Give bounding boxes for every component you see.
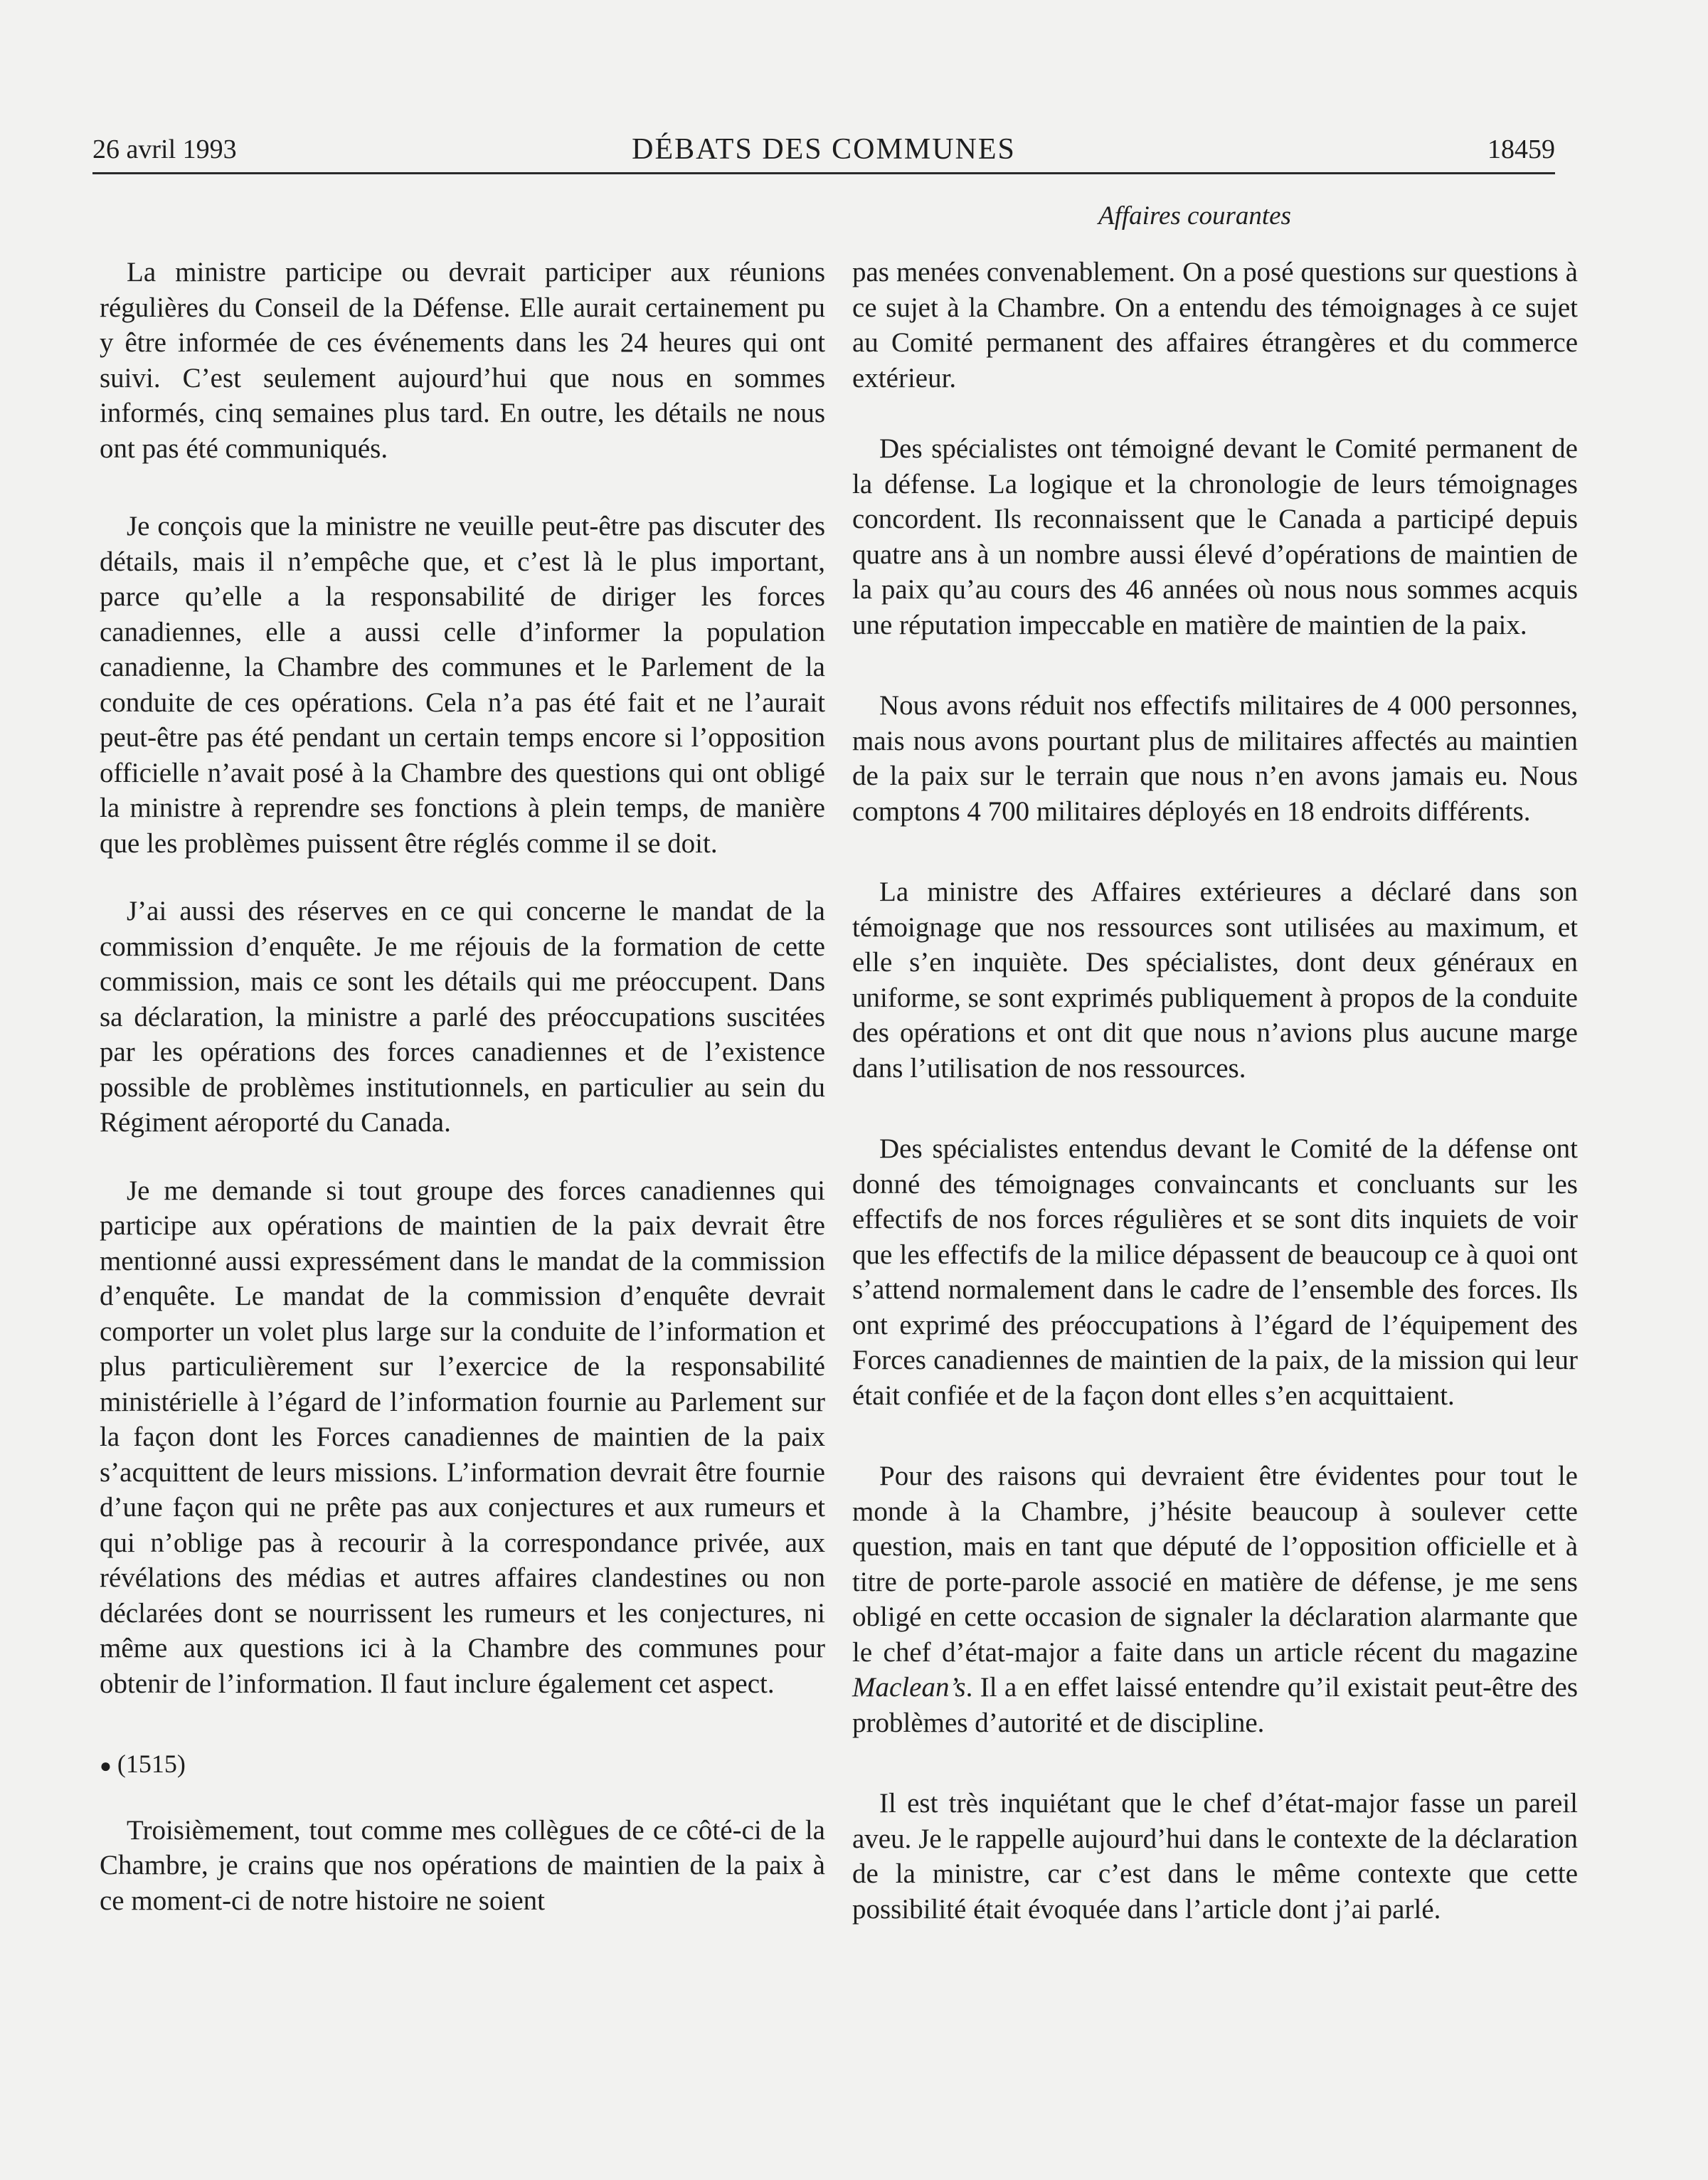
paragraph: Troisièmement, tout comme mes collègues de ce côté-ci de la Chambre, je crains que nos opérations de maintien de la paix à ce moment-ci de notre histoire ne soient (100, 1814, 825, 1916)
left-column (100, 255, 825, 1951)
paragraph: Nous avons réduit nos effectifs militaires de 4 000 personnes, mais nous avons pourtant plus de militaires affectés au maintien de la paix sur le terrain que nous n’en avons jamais eu. Nous comptons 4 700 militaires déployés en 18 endroits différents. (852, 690, 1578, 827)
paragraph: Des spécialistes ont témoigné devant le Comité permanent de la défense. La logique et la chronologie de leurs témoignages concordent. Ils reconnaissent que le Canada a participé depuis quatre ans à un nombre aussi élevé d’opérations de maintien de la paix qu’au cours des 46 années où nous nous sommes acquis une réputation impeccable en matière de maintien de la paix. (852, 433, 1578, 640)
paragraph: Des spécialistes entendus devant le Comité de la défense ont donné des témoignages convaincants et concluants sur les effectifs de nos forces régulières et se sont dits inquiets de voir que les effectifs de la milice dépassent de beaucoup ce à quoi ont s’attend normalement dans le cadre de l’ensemble des forces. Ils ont exprimé des préoccupations à l’égard de l’équipement des Forces canadiennes de maintien de la paix, de la mission qui leur était confiée et de la façon dont elles s’en acquittaient. (852, 1133, 1578, 1411)
paragraph: pas menées convenablement. On a posé questions sur questions à ce sujet à la Chambre. On a entendu des témoignages à ce sujet au Comité permanent des affaires étrangères et du commerce extérieur. (852, 257, 1578, 393)
header-publication-title: DÉBATS DES COMMUNES (632, 133, 1016, 166)
paragraph: La ministre participe ou devrait participer aux réunions régulières du Conseil de la Défense. Elle aurait certainement pu y être informée de ces événements dans les 24 heures qui ont suivi. C’est seulement aujourd’hui que nous en sommes informés, cinq semaines plus tard. En outre, les détails ne nous ont pas été communiqués. (100, 257, 825, 464)
paragraph: J’ai aussi des réserves en ce qui concerne le mandat de la commission d’enquête. Je me réjouis de la formation de cette commission, mais ce sont les détails qui me préoccupent. Dans sa déclaration, la ministre a parlé des préoccupations suscitées par les opérations des forces canadiennes et de l’existence possible de problèmes institutionnels, en particulier au sein du Régiment aéroporté du Canada. (100, 896, 825, 1138)
paragraph: Je conçois que la ministre ne veuille peut-être pas discuter des détails, mais il n’empêche que, et c’est là le plus important, parce qu’elle a la responsabilité de diriger les forces canadiennes, elle a aussi celle d’informer la population canadienne, la Chambre des communes et le Parlement de la conduite de ces opérations. Cela n’a pas été fait et ne l’aurait peut-être pas été pendant un certain temps encore si l’opposition officielle n’avait posé à la Chambre des questions qui ont obligé la ministre à reprendre ses fonctions à plein temps, de manière que les problèmes puissent être réglés comme il se doit. (100, 511, 825, 859)
time-marker: ● (1515) (100, 1750, 186, 1778)
paragraph: Il est très inquiétant que le chef d’état-major fasse un pareil aveu. Je le rappelle aujourd’hui dans le contexte de la déclaration de la ministre, car c’est dans le même contexte que cette possibilité était évoquée dans l’article dont j’ai parlé. (852, 1788, 1578, 1925)
right-column (852, 255, 1578, 1959)
paragraph: La ministre des Affaires extérieures a déclaré dans son témoignage que nos ressources sont utilisées au maximum, et elle s’en inquiète. Des spécialistes, dont deux généraux en uniforme, se sont exprimés publiquement à propos de la conduite des opérations et ont dit que nous n’avions plus aucune marge dans l’utilisation de nos ressources. (852, 877, 1578, 1084)
section-label: Affaires courantes (1098, 201, 1291, 231)
header-date: 26 avril 1993 (92, 134, 237, 164)
paragraph: Pour des raisons qui devraient être évidentes pour tout le monde à la Chambre, j’hésite beaucoup à soulever cette question, mais en tant que député de l’opposition officielle et à titre de porte-parole associé en matière de défense, je me sens obligé en cette occasion de signaler la déclaration alarmante que le chef d’état-major a faite dans un article récent du magazine Maclean’s. Il a en effet laissé entendre qu’il existait peut-être des problèmes d’autorité et de discipline. (852, 1461, 1578, 1738)
page-header (92, 129, 1555, 174)
header-page-number: 18459 (1487, 134, 1555, 164)
bullet-icon: ● (100, 1755, 112, 1777)
paragraph: Je me demande si tout groupe des forces canadiennes qui participe aux opérations de maintien de la paix devrait être mentionné aussi expressément dans le mandat de la commission d’enquête. Le mandat de la commission d’enquête devrait comporter un volet plus large sur la conduite de l’information et plus particulièrement sur l’exercice de la responsabilité ministérielle à l’égard de l’information fournie au Parlement sur la façon dont les Forces canadiennes de maintien de la paix s’acquittent de leurs missions. L’information devrait être fournie d’une façon qui ne prête pas aux conjectures et aux rumeurs et qui n’oblige pas à recourir à la correspondance privée, aux révélations des médias et autres affaires clandestines ou non déclarées dont se nourrissent les rumeurs et les conjectures, ni même aux questions ici à la Chambre des communes pour obtenir de l’information. Il faut inclure également cet aspect. (100, 1175, 825, 1699)
magazine-title: Maclean’s (852, 1672, 966, 1703)
